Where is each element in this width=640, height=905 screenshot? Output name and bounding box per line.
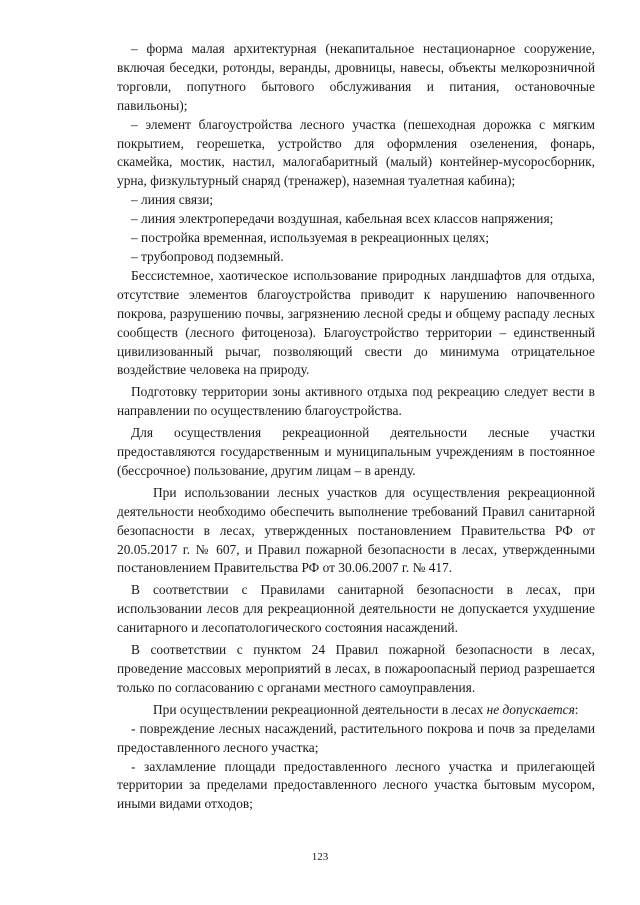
list-item-architectural-form: – форма малая архитектурная (некапитальное нестационарное сооружение, включая беседки, ротонды, веранды, дровницы, навесы, объекты мелкорозничной торговли, попутного бытового обслуживания и питания, остановочные павильоны); [117,41,595,113]
list-item-pipeline: – трубопровод подземный. [131,248,284,264]
paragraph-land-provision: Для осуществления рекреационной деятельности лесные участки предоставляются государственным и муниципальным учреждениям в постоянное (бессрочное) пользование, другим лицам – в аренду. [117,425,595,478]
prohibitions-intro-text: При осуществлении рекреационной деятельности в лесах [153,701,484,717]
list-item-damage: - повреждение лесных насаждений, растительного покрова и почв за пределами предоставленного лесного участка; [117,720,595,755]
paragraph-safety-rules: При использовании лесных участков для осуществления рекреационной деятельности необходимо обеспечить выполнение требований Правил санитарной безопасности в лесах, утвержденных постановлением Правительства РФ от 20.05.2017 г. № 607, и Правил пожарной безопасности в лесах, утвержденными постановлением Правительства РФ от 30.06.2007 г. № 417. [117,484,595,576]
list-item-littering: - захламление площади предоставленного лесного участка и прилегающей территории за пределами предоставленного лесного участка бытовым мусором, иными видами отходов; [117,758,595,812]
paragraph-fire-rules: В соответствии с пунктом 24 Правил пожарной безопасности в лесах, проведение массовых мероприятий в лесах, в пожароопасный период разрешается только по согласованию с органами местного самоуправления. [117,642,595,695]
paragraph-territory-preparation: Подготовку территории зоны активного отдыха под рекреацию следует вести в направлении по осуществлению благоустройства. [117,384,595,419]
list-item-temporary-building: – постройка временная, используемая в рекреационных целях; [131,230,490,246]
prohibitions-colon: : [574,701,579,717]
paragraph-prohibitions-intro [117,701,595,720]
paragraph-landscape-use: Бессистемное, хаотическое использование природных ландшафтов для отдыха, отсутствие элементов благоустройства приводит к нарушению напочвенного покрова, разрушению почвы, загрязнению лесной среды и общему распаду лесных сообществ (лесного фитоценоза). Благоустройство территории – единственный цивилизованный рычаг, позволяющий свести до минимума отрицательное воздействие человека на природу. [117,267,595,378]
document-page [117,40,595,814]
list-item-communication-line: – линия связи; [131,192,214,208]
page-number: 123 [311,851,329,863]
paragraph-sanitary-rules: В соответствии с Правилами санитарной безопасности в лесах, при использовании лесов для рекреационной деятельности не допускается ухудшение санитарного и лесопатологического состояния насаждений. [117,582,595,636]
list-item-power-line: – линия электропередачи воздушная, кабельная всех классов напряжения; [131,211,554,227]
prohibitions-emphasis: не допускается [486,701,575,717]
list-item-landscaping-element: – элемент благоустройства лесного участка (пешеходная дорожка с мягким покрытием, георешетка, устройство для оформления озеленения, фонарь, скамейка, мостик, настил, малогабаритный (малый) контейнер-мусоросборник, урна, физкультурный снаряд (тренажер), наземная туалетная кабина); [117,116,595,189]
